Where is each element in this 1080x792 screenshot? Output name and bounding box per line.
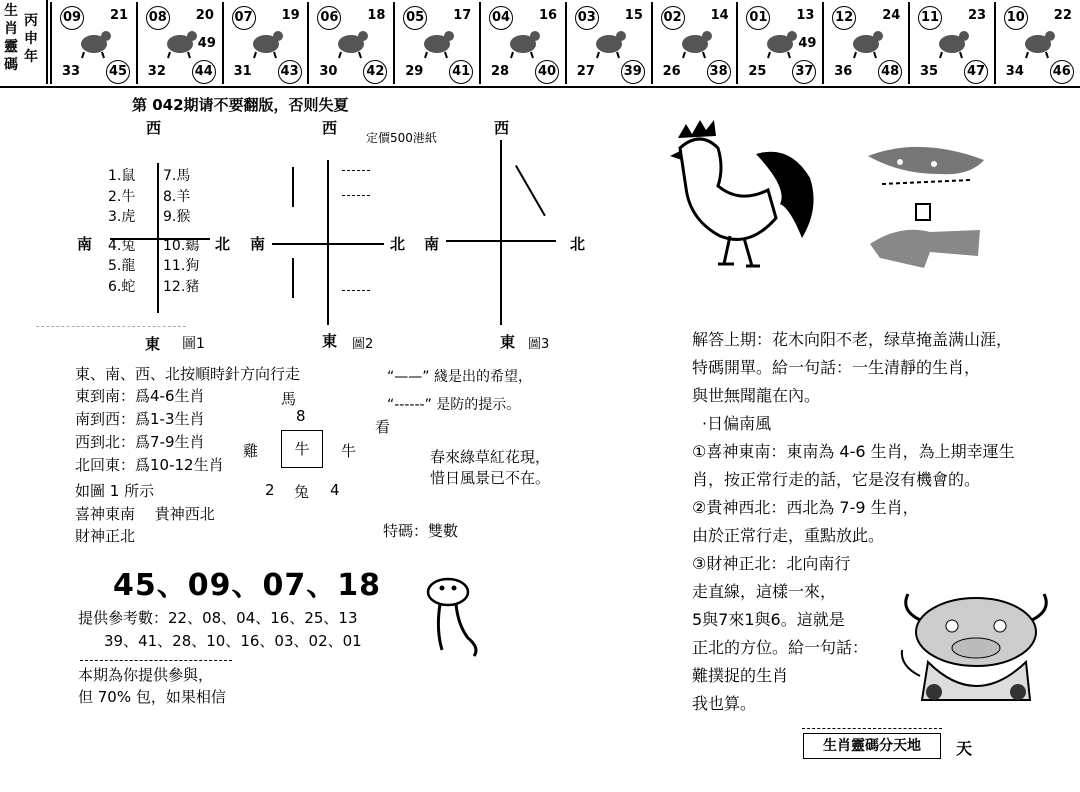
fig2-dash [342, 170, 370, 171]
monkey-icon [74, 24, 114, 60]
rule-item: 南到西：爲1-3生肖 [75, 410, 205, 428]
rule-item: 西到北：爲7-9生肖 [75, 433, 205, 451]
number-circle: 08 [146, 6, 170, 30]
extra-number: 49 [197, 36, 216, 51]
answer-line: 特碼開單。給一句話：一生清靜的生肖， [692, 358, 981, 377]
dragon-icon [331, 24, 371, 60]
rule-item: 北回東：爲10-12生肖 [75, 456, 224, 474]
zodiac-cell [908, 2, 991, 84]
rabbit-icon [246, 24, 286, 60]
number-label: 30 [319, 64, 338, 79]
zodiac-strip [0, 0, 1080, 88]
number-label: 23 [968, 8, 987, 23]
number-circle: 07 [232, 6, 256, 30]
rooster-label: 雞 [243, 442, 259, 460]
number-4: 4 [330, 481, 340, 499]
zodiac-cell [136, 2, 219, 84]
zodiac-code-box: 生肖靈碼分天地 [803, 733, 941, 759]
rule-intro: 東、南、西、北按順時針方向行走 [75, 365, 301, 383]
note-divider [80, 660, 232, 661]
snake-cartoon-icon [414, 570, 494, 660]
extra-number: 49 [798, 36, 817, 51]
answer-divider [802, 728, 942, 729]
answer-line: 5與7來1與6。這就是 [692, 610, 845, 629]
number-label: 20 [195, 8, 214, 23]
answer-line: 正北的方位。給一句話： [692, 638, 869, 657]
strip-title-char: 生 [4, 3, 18, 19]
south-label-2: 南 [250, 235, 266, 253]
rules-list [75, 385, 224, 477]
number-label: 34 [1005, 64, 1024, 79]
number-label: 15 [624, 8, 643, 23]
reference-line-1: 提供參考數：22、08、04、16、25、13 [78, 609, 358, 627]
number-label: 16 [539, 8, 558, 23]
ox-label: 牛 [341, 442, 357, 460]
answer-line: ②貴神西北：西北為 7-9 生肖， [692, 498, 919, 517]
fig2-dash [342, 290, 370, 291]
west-label-2: 西 [322, 119, 338, 137]
answer-line: 與世無聞龍在內。 [692, 386, 821, 405]
number-label: 32 [147, 64, 166, 79]
zodiac-cell [307, 2, 390, 84]
fig3-diagonal [515, 165, 545, 216]
rat-icon [1018, 24, 1058, 60]
as-figure: 如圖 1 所示 [75, 482, 155, 500]
answer-line: ①喜神東南：東南為 4-6 生肖，為上期幸運生 [692, 442, 1015, 461]
horse-icon [503, 24, 543, 60]
zodiac-item: 8.羊 [163, 188, 191, 205]
answer-line: 難撲捉的生肖 [692, 666, 789, 685]
zodiac-cell [651, 2, 734, 84]
number-circle: 05 [403, 6, 427, 30]
number-circle: 03 [575, 6, 599, 30]
zodiac-item: 3.虎 [108, 209, 136, 225]
number-circle: 41 [449, 60, 473, 84]
number-circle: 44 [192, 60, 216, 84]
horse-label: 馬 [281, 390, 297, 408]
east-label-1: 東 [145, 335, 161, 353]
separator [36, 326, 186, 327]
number-label: 24 [882, 8, 901, 23]
special-number: 特碼：雙數 [383, 522, 459, 540]
issue-header: 第 042期请不要翻版，否则失夏 [132, 96, 349, 114]
poem-line-2: 惜日風景已不在。 [430, 469, 551, 487]
number-circle: 43 [278, 60, 302, 84]
number-label: 17 [453, 8, 472, 23]
east-label-3: 東 [500, 333, 516, 351]
number-8: 8 [296, 407, 306, 425]
number-circle: 40 [535, 60, 559, 84]
number-circle: 45 [106, 60, 130, 84]
zodiac-list-a [108, 166, 135, 297]
heaven-label: 天 [956, 739, 973, 758]
number-circle: 01 [746, 6, 770, 30]
zodiac-cell [736, 2, 819, 84]
rooster-cartoon-icon [660, 108, 825, 268]
number-label: 22 [1053, 8, 1072, 23]
zodiac-cell [994, 2, 1077, 84]
rabbit-label: 兔 [294, 483, 310, 501]
zodiac-cell [822, 2, 905, 84]
strip-title-char: 碼 [4, 57, 18, 73]
fig1-caption: 圖1 [182, 336, 205, 352]
fig2-caption: 圖2 [352, 337, 374, 352]
zodiac-item: 4.兔 [108, 237, 136, 254]
number-circle: 11 [918, 6, 942, 30]
answer-line: ③財神正北：北向南行 [692, 554, 851, 573]
strip-year-char: 申 [24, 31, 38, 47]
zodiac-cell [50, 2, 133, 84]
number-circle: 06 [317, 6, 341, 30]
number-label: 13 [796, 8, 815, 23]
number-circle: 39 [621, 60, 645, 84]
note-line-1: 本期為你提供參與， [78, 666, 214, 684]
zodiac-item: 9.猴 [163, 209, 191, 225]
note-line-2: 但 70% 包，如果相信 [78, 688, 226, 706]
zodiac-cell [393, 2, 476, 84]
dog-icon [846, 24, 886, 60]
number-circle: 04 [489, 6, 513, 30]
number-circle: 37 [792, 60, 816, 84]
north-label-3: 北 [570, 235, 586, 253]
number-circle: 10 [1004, 6, 1028, 30]
strip-title-char: 肖 [4, 21, 18, 37]
west-label-3: 西 [494, 119, 510, 137]
number-label: 28 [491, 64, 510, 79]
number-circle: 46 [1050, 60, 1074, 84]
answer-line: 由於正常行走，重點放此。 [692, 526, 885, 545]
fig3-vertical [500, 140, 502, 325]
poem-line-1: 春來綠草紅花現， [430, 448, 551, 466]
zodiac-item: 6.蛇 [108, 278, 136, 295]
zodiac-cell [479, 2, 562, 84]
zodiac-list-b [163, 166, 199, 297]
zodiac-item: 1.鼠 [108, 168, 136, 184]
price-label: 定價500港紙 [366, 131, 437, 145]
strip-title [0, 0, 48, 84]
number-label: 33 [62, 64, 81, 79]
hint-line-b: “------” 是防的提示。 [387, 397, 521, 413]
number-circle: 09 [60, 6, 84, 30]
number-label: 26 [662, 64, 681, 79]
number-label: 27 [576, 64, 595, 79]
tiger-icon [160, 24, 200, 60]
zodiac-item: 12.豬 [163, 278, 200, 295]
zodiac-item: 11.狗 [163, 258, 200, 274]
number-circle: 47 [964, 60, 988, 84]
zodiac-cell [222, 2, 305, 84]
answer-line: 肖，按正常行走的話，它是沒有機會的。 [692, 470, 981, 489]
number-label: 35 [920, 64, 939, 79]
south-label-3: 南 [424, 235, 440, 253]
strip-year-char: 丙 [24, 13, 38, 29]
strip-year-char: 年 [24, 49, 38, 65]
monkey2-icon [675, 24, 715, 60]
north-label-1: 北 [215, 235, 231, 253]
rooster-icon [760, 24, 800, 60]
number-circle: 42 [363, 60, 387, 84]
snake-icon [417, 24, 457, 60]
fig2-vertical [327, 160, 329, 325]
number-label: 25 [748, 64, 767, 79]
answer-line: 我也算。 [692, 694, 757, 713]
number-circle: 12 [832, 6, 856, 30]
zodiac-cell [565, 2, 648, 84]
number-2: 2 [265, 481, 275, 499]
number-circle: 48 [878, 60, 902, 84]
number-label: 29 [405, 64, 424, 79]
zodiac-item: 5.龍 [108, 258, 136, 274]
answer-line: ·日偏南風 [702, 414, 772, 433]
south-label-1: 南 [77, 235, 93, 253]
fig3-caption: 圖3 [528, 337, 550, 352]
number-circle: 02 [661, 6, 685, 30]
pig-icon [932, 24, 972, 60]
main-numbers: 45、09、07、18 [113, 568, 381, 603]
fig2-mark [292, 258, 294, 298]
answer-line: 解答上期：花木向阳不老，绿草掩盖满山涯， [692, 330, 1013, 349]
number-circle: 38 [707, 60, 731, 84]
gods-line-2: 財神正北 [75, 527, 136, 545]
north-label-2: 北 [390, 235, 406, 253]
sheep-icon [589, 24, 629, 60]
zodiac-item: 10.鷄 [163, 237, 200, 254]
reference-line-2: 39、41、28、10、16、03、02、01 [104, 632, 362, 650]
number-label: 31 [233, 64, 252, 79]
number-label: 19 [281, 8, 300, 23]
hint-line-a: “——” 綫是出的希望， [387, 369, 532, 385]
number-label: 14 [710, 8, 729, 23]
ox-box: 牛 [281, 430, 323, 468]
west-label-1: 西 [146, 119, 162, 137]
number-label: 21 [110, 8, 129, 23]
dog-cartoon-icon [860, 140, 1000, 270]
rule-item: 東到南：爲4-6生肖 [75, 387, 205, 405]
answer-line: 走直線，這樣一來， [692, 582, 837, 601]
zodiac-item: 2.牛 [108, 188, 136, 205]
ox-cartoon-icon [898, 580, 1054, 710]
fig2-mark [292, 167, 294, 207]
number-label: 36 [834, 64, 853, 79]
zodiac-item: 7.馬 [163, 168, 191, 184]
fig2-dash [342, 195, 370, 196]
gods-line-1: 喜神東南 貴神西北 [75, 505, 215, 523]
strip-title-char: 靈 [4, 39, 18, 55]
number-label: 18 [367, 8, 386, 23]
look-label: 看 [375, 418, 391, 436]
east-label-2: 東 [322, 332, 338, 350]
